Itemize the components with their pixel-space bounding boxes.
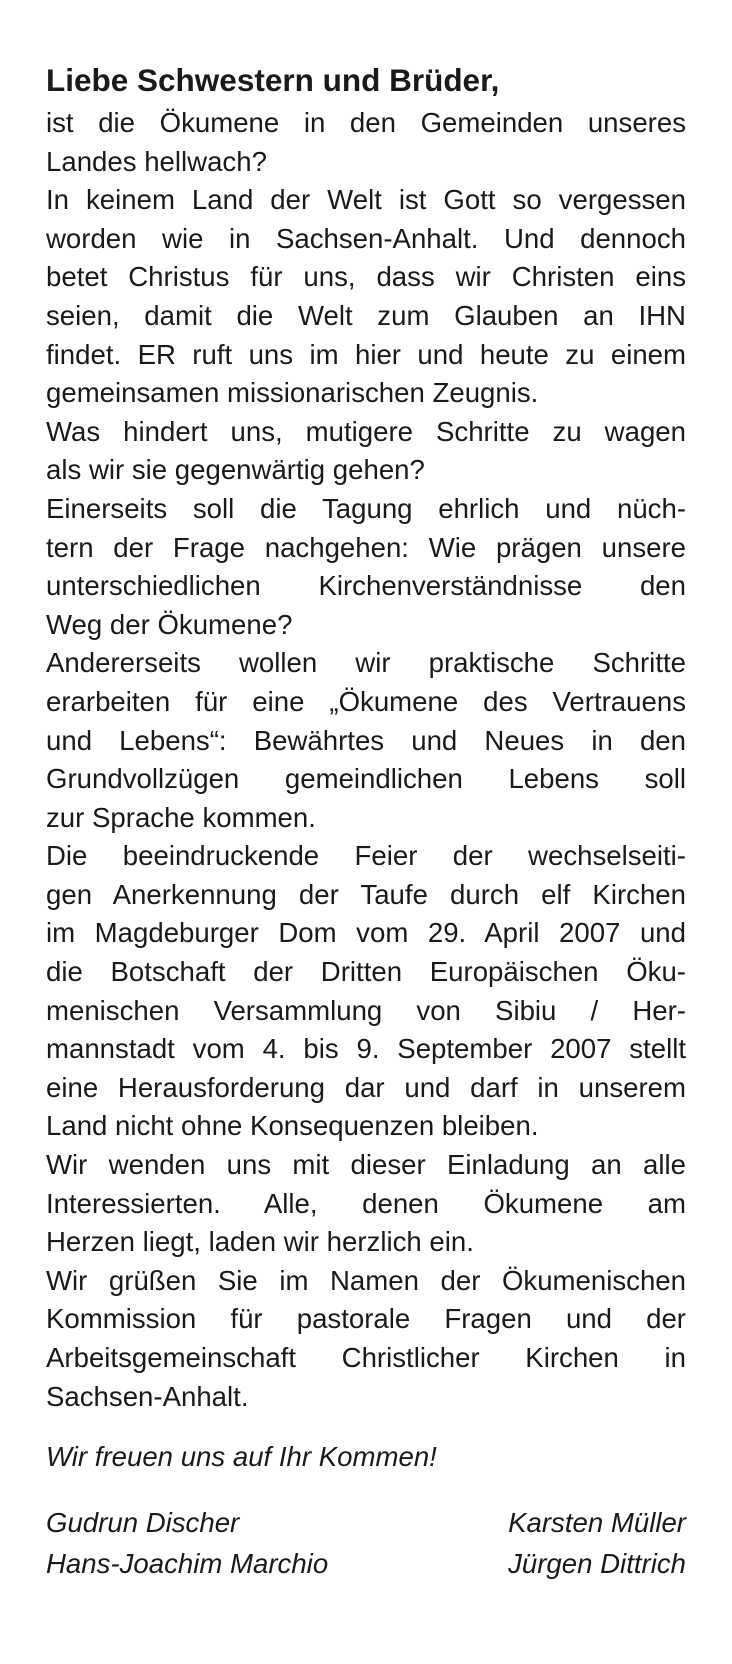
text-line: Kommission für pastorale Fragen und der [46, 1303, 686, 1335]
text-line: Interessierten. Alle, denen Ökumene am [46, 1187, 686, 1219]
text-line: mannstadt vom 4. bis 9. September 2007 stellt [46, 1033, 686, 1065]
paragraph [46, 490, 686, 644]
signature-row [46, 1543, 686, 1584]
text-line: Landes hellwach? [46, 145, 267, 177]
text-line: Land nicht ohne Konsequenzen bleiben. [46, 1110, 539, 1142]
text-line: und Lebens“: Bewährtes und Neues in den [46, 724, 686, 756]
letter-heading: Liebe Schwestern und Brüder, [46, 62, 500, 98]
paragraph [46, 1146, 686, 1262]
text-line: tern der Frage nachgehen: Wie prägen unsere [46, 531, 686, 563]
text-line: gen Anerkennung der Taufe durch elf Kirchen [46, 878, 686, 910]
text-line: worden wie in Sachsen-Anhalt. Und dennoch [46, 222, 686, 254]
text-line: Andererseits wollen wir praktische Schritte [46, 647, 686, 679]
paragraph [46, 413, 686, 490]
signature-name: Gudrun Discher [46, 1507, 240, 1539]
text-line: Weg der Ökumene? [46, 608, 293, 640]
paragraph [46, 837, 686, 1146]
text-line: Einerseits soll die Tagung ehrlich und nüch- [46, 492, 686, 524]
text-line: Sachsen-Anhalt. [46, 1380, 249, 1412]
signature-row [46, 1502, 686, 1543]
text-line: menischen Versammlung von Sibiu / Her- [46, 994, 686, 1026]
text-line: zur Sprache kommen. [46, 801, 316, 833]
text-line: eine Herausforderung dar und darf in unserem [46, 1071, 686, 1103]
text-line: Die beeindruckende Feier der wechselseiti- [46, 840, 686, 872]
text-line: im Magdeburger Dom vom 29. April 2007 und [46, 917, 686, 949]
paragraph [46, 104, 686, 181]
text-line: als wir sie gegenwärtig gehen? [46, 454, 425, 486]
text-line: Arbeitsgemeinschaft Christlicher Kirchen in [46, 1342, 686, 1373]
text-line: Was hindert uns, mutigere Schritte zu wagen [46, 415, 686, 447]
letter-page [46, 60, 686, 1584]
signature-block [46, 1502, 686, 1584]
text-line: seien, damit die Welt zum Glauben an IHN [46, 299, 686, 331]
text-line: findet. ER ruft uns im hier und heute zu einem [46, 338, 686, 370]
text-line: ist die Ökumene in den Gemeinden unseres [46, 107, 686, 138]
text-line: Wir wenden uns mit dieser Einladung an alle [46, 1149, 686, 1181]
closing-line: Wir freuen uns auf Ihr Kommen! [46, 1441, 437, 1473]
text-line: unterschiedlichen Kirchenverständnisse den [46, 570, 686, 602]
text-line: Wir grüßen Sie im Namen der Ökumenischen [46, 1264, 686, 1296]
letter-body [46, 104, 686, 1416]
signature-name: Karsten Müller [508, 1507, 686, 1539]
text-line: In keinem Land der Welt ist Gott so vergessen [46, 184, 686, 216]
text-line: betet Christus für uns, dass wir Christen eins [46, 261, 686, 293]
text-line: erarbeiten für eine „Ökumene des Vertrauens [46, 685, 686, 717]
text-line: die Botschaft der Dritten Europäischen Öku- [46, 956, 686, 988]
text-line: Grundvollzügen gemeindlichen Lebens soll [46, 763, 686, 795]
paragraph [46, 644, 686, 837]
signature-name: Jürgen Dittrich [508, 1548, 686, 1580]
text-line: gemeinsamen missionarischen Zeugnis. [46, 377, 539, 409]
paragraph [46, 1262, 686, 1416]
signature-name: Hans-Joachim Marchio [46, 1548, 329, 1580]
text-line: Herzen liegt, laden wir herzlich ein. [46, 1226, 474, 1258]
paragraph [46, 181, 686, 413]
